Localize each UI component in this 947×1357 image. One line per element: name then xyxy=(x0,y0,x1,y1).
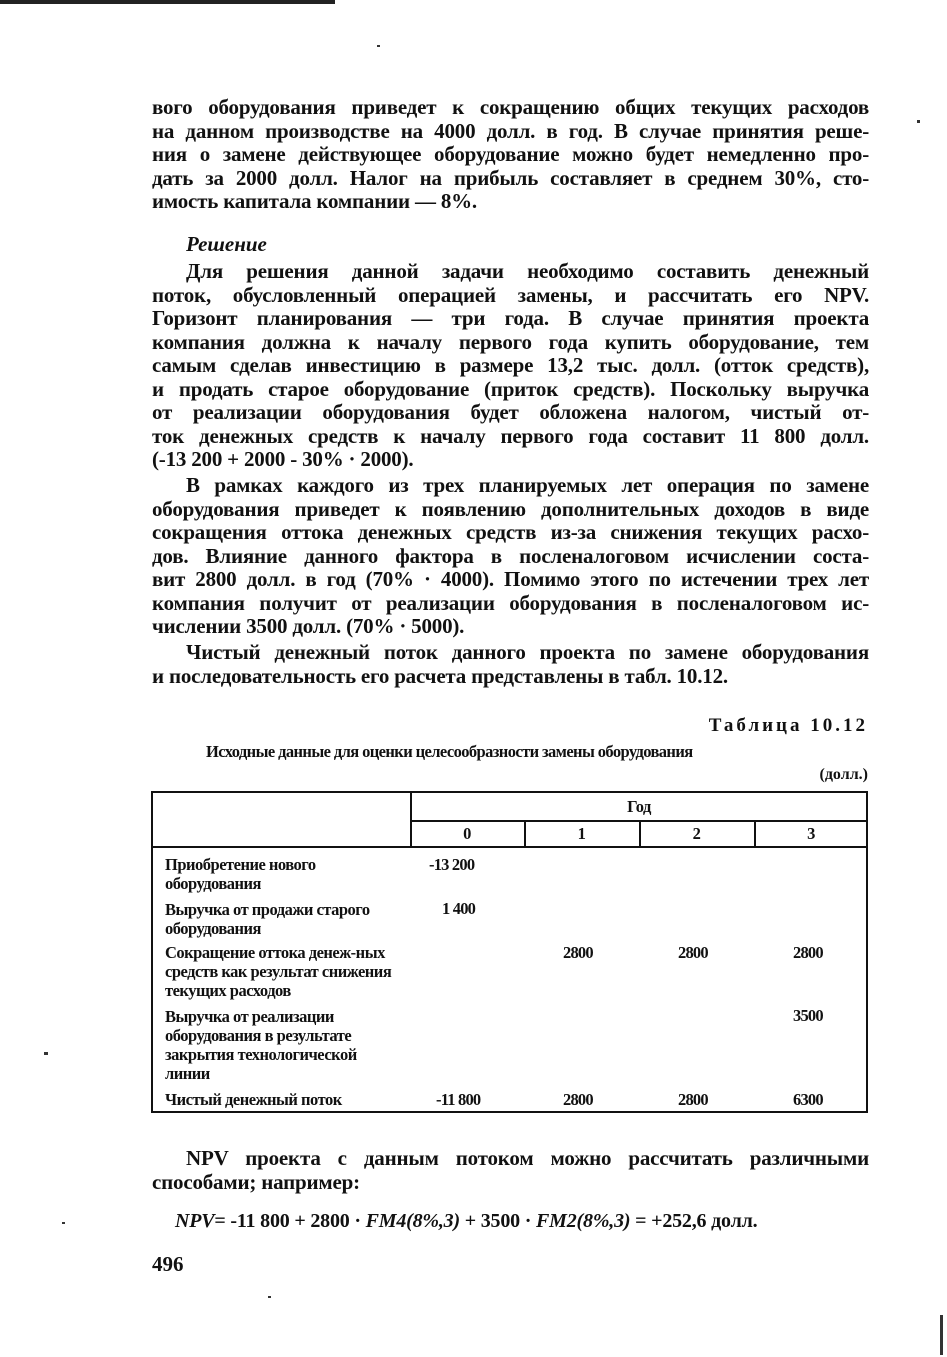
text-line: и последовательность его расчета представлены в табл. 10.12. xyxy=(152,663,728,688)
scan-speck xyxy=(377,45,380,47)
table-cell: 1 400 xyxy=(442,899,476,918)
text-line: дов. Влияние данного фактора в посленалоговом исчислении соста- xyxy=(152,543,869,568)
row-label: Выручка от продажи старого оборудования xyxy=(165,900,370,938)
header-year: 3 xyxy=(807,824,815,843)
paragraph-4 xyxy=(152,641,869,688)
scan-speck xyxy=(62,1222,65,1224)
text-line: дать за 2000 долл. Налог на прибыль составляет в среднем 30%, сто- xyxy=(152,165,869,190)
table-cell: 3500 xyxy=(793,1006,823,1025)
paragraph-5 xyxy=(152,1147,869,1194)
header-year: 2 xyxy=(692,824,701,843)
row-label: Выручка от реализации оборудования в результате закрытия технологической линии xyxy=(165,1007,357,1083)
text-line: компания получит от реализации оборудования в посленалоговом ис- xyxy=(152,590,869,615)
header-year: 1 xyxy=(577,824,586,843)
formula-factor: FM2(8%,3) xyxy=(536,1210,631,1232)
table-cell: -11 800 xyxy=(436,1090,481,1109)
text-line: Чистый денежный поток данного проекта по замене оборудования xyxy=(186,640,869,664)
row-label: Чистый денежный поток xyxy=(165,1090,342,1109)
text-line: NPV проекта с данным потоком можно рассчитать различными xyxy=(186,1146,869,1170)
npv-formula xyxy=(175,1210,757,1233)
paragraph-1 xyxy=(152,96,869,214)
table-cell: 2800 xyxy=(563,943,593,962)
table-cell: 6300 xyxy=(793,1090,823,1109)
table-cell: 2800 xyxy=(678,1090,708,1109)
text-line: имость капитала компании — 8%. xyxy=(152,189,477,213)
formula-part: = +252,6 долл. xyxy=(630,1210,758,1232)
scan-speck xyxy=(268,1296,271,1298)
table-cell: 2800 xyxy=(563,1090,593,1109)
text-line: оборудования приведет к появлению дополнительных доходов в виде xyxy=(152,496,869,521)
row-label: Приобретение нового оборудования xyxy=(165,855,316,893)
header-year-group: Год xyxy=(627,797,651,816)
text-line: (-13 200 + 2000 - 30% · 2000). xyxy=(152,447,414,471)
text-line: В рамках каждого из трех планируемых лет операция по замене xyxy=(186,473,869,497)
text-line: способами; например: xyxy=(152,1169,360,1194)
table-unit: (долл.) xyxy=(819,766,868,783)
scan-speck xyxy=(917,120,920,123)
text-line: Горизонт планирования — три года. В случае принятия проекта xyxy=(152,306,869,330)
text-line: Для решения данной задачи необходимо составить денежный xyxy=(186,259,869,283)
table-cell: -13 200 xyxy=(429,855,475,874)
text-line: вит 2800 долл. в год (70% · 4000). Помимо этого по истечении трех лет xyxy=(152,567,869,591)
scan-speck xyxy=(44,1052,48,1055)
paragraph-2 xyxy=(152,260,869,472)
data-table xyxy=(151,791,868,1113)
formula-part: + 3500 · xyxy=(459,1210,537,1232)
page-number: 496 xyxy=(152,1252,184,1276)
solution-heading: Решение xyxy=(186,232,267,256)
header-year: 0 xyxy=(463,824,471,843)
text-line: числении 3500 долл. (70% · 5000). xyxy=(152,614,465,638)
scan-speck xyxy=(940,1315,943,1355)
table-number: Таблица 10.12 xyxy=(708,715,868,736)
text-line: вого оборудования приведет к сокращению общих текущих расходов xyxy=(152,95,869,119)
text-line: ния о замене действующее оборудование можно будет немедленно про- xyxy=(152,142,869,166)
text-line: от реализации оборудования будет обложена налогом, чистый от- xyxy=(152,400,869,424)
paragraph-3 xyxy=(152,474,869,639)
table-cell: 2800 xyxy=(793,943,823,962)
text-line: и продать старое оборудование (приток средств). Поскольку выручка xyxy=(152,376,869,401)
text-line: на данном производстве на 4000 долл. в год. В случае принятия реше- xyxy=(152,118,869,143)
table-cell: 2800 xyxy=(678,943,708,962)
top-rule xyxy=(0,0,335,4)
formula-part: = -11 800 + 2800 · xyxy=(214,1210,366,1232)
text-line: самым сделав инвестицию в размере 13,2 тыс. долл. (отток средств), xyxy=(152,353,869,377)
text-line: поток, обусловленный операцией замены, и рассчитать его NPV. xyxy=(152,282,869,307)
text-line: компания должна к началу первого года купить оборудование, тем xyxy=(152,329,869,354)
row-label: Сокращение оттока денеж-ных средств как результат снижения текущих расходов xyxy=(165,943,392,1000)
formula-factor: FM4(8%,3) xyxy=(365,1210,460,1232)
text-line: ток денежных средств к началу первого года составит 11 800 долл. xyxy=(152,423,869,448)
text-line: сокращения оттока денежных средств из-за снижения текущих расхо- xyxy=(152,520,869,544)
formula-lhs: NPV xyxy=(175,1210,215,1232)
table-title: Исходные данные для оценки целесообразности замены оборудования xyxy=(206,742,693,761)
